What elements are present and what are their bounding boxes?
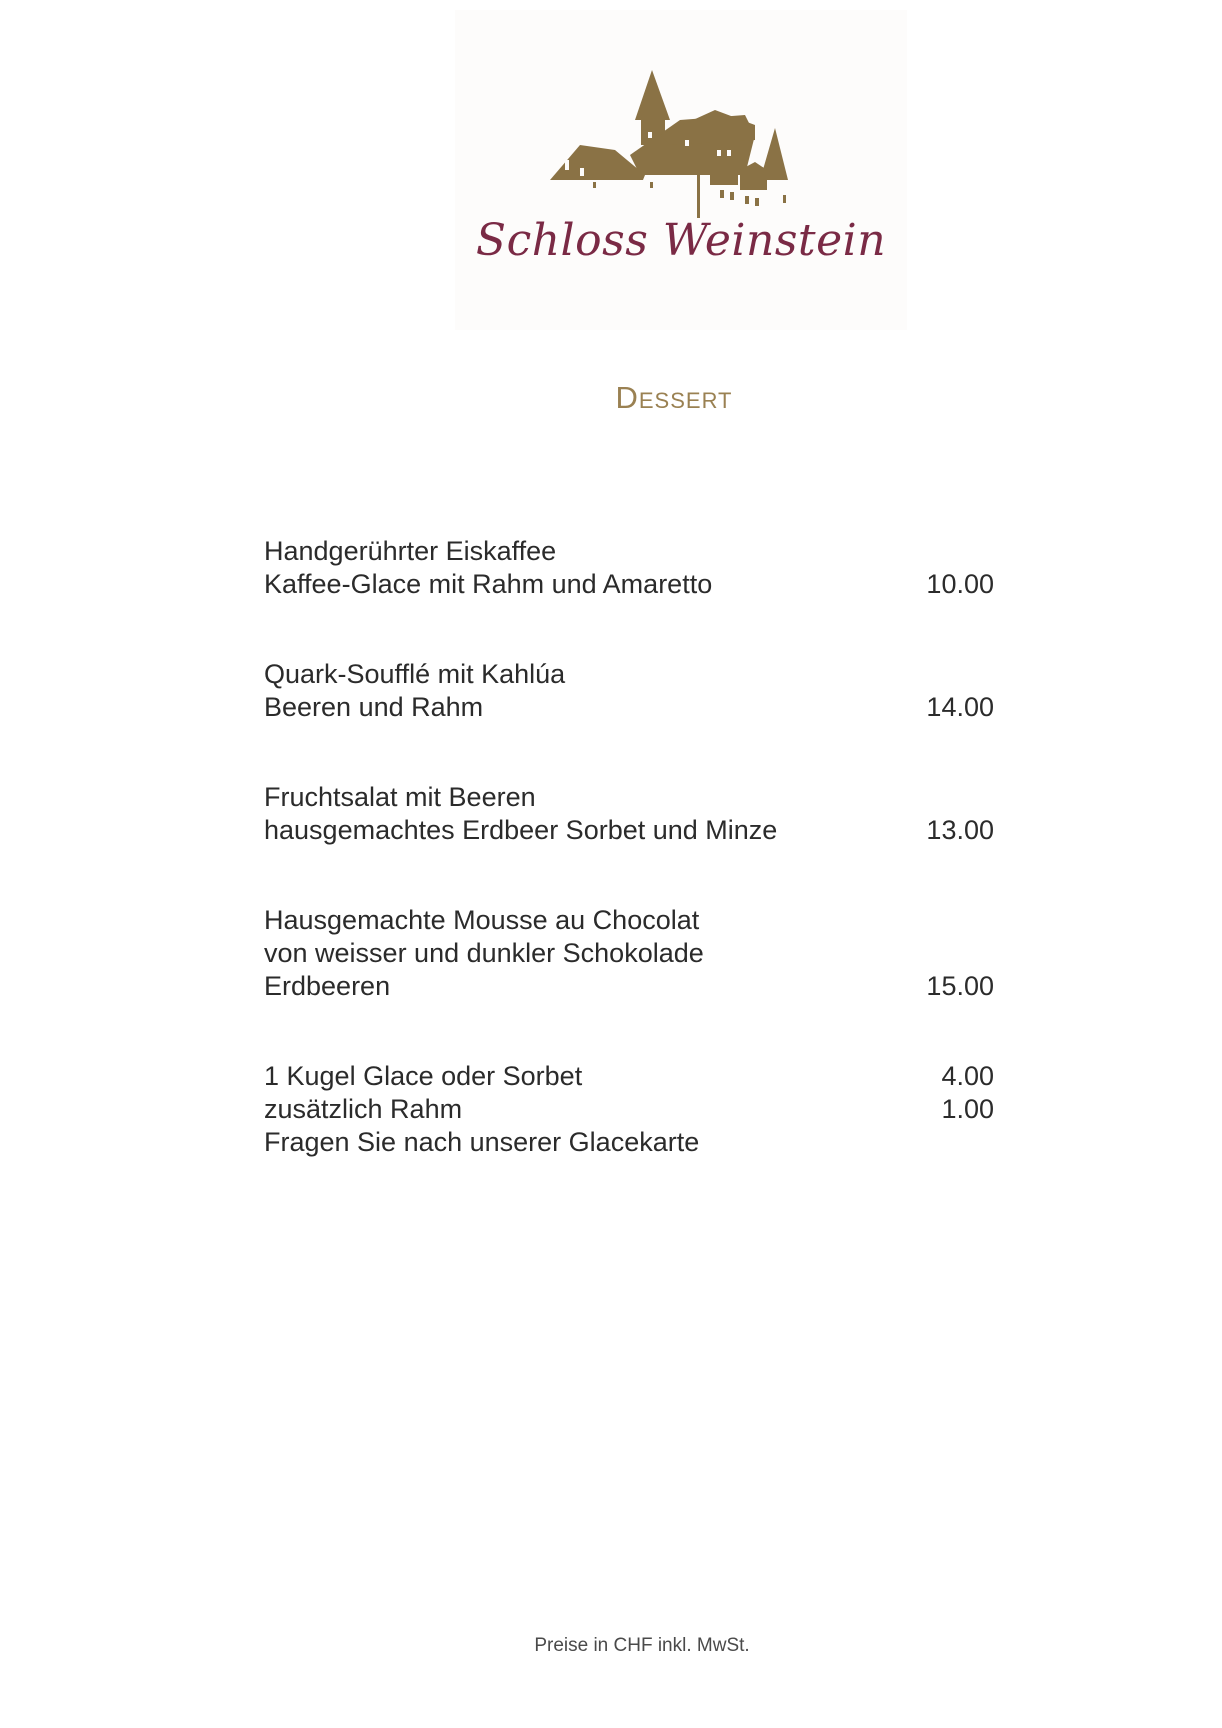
menu-item-price: 4.00 xyxy=(941,1061,994,1091)
menu-item-price: 1.00 xyxy=(941,1094,994,1124)
menu-item xyxy=(264,535,994,601)
menu-item-line xyxy=(264,568,994,601)
menu-item-text: Hausgemachte Mousse au Chocolat xyxy=(264,905,700,935)
menu-item-line xyxy=(264,970,994,1003)
menu-item xyxy=(264,904,994,1003)
menu-item-line xyxy=(264,937,994,970)
menu-item-price: 14.00 xyxy=(926,692,994,722)
menu-item-line xyxy=(264,658,994,691)
menu-item xyxy=(264,781,994,847)
menu-item-price: 15.00 xyxy=(926,971,994,1001)
menu-item-text: hausgemachtes Erdbeer Sorbet und Minze xyxy=(264,815,778,845)
castle-logo-icon xyxy=(455,10,907,230)
menu-item-price: 10.00 xyxy=(926,569,994,599)
menu-item-line xyxy=(264,1060,994,1093)
price-note: Preise in CHF inkl. MwSt. xyxy=(534,1635,750,1656)
menu-item-text: Quark-Soufflé mit Kahlúa xyxy=(264,659,566,689)
menu-item-line xyxy=(264,1126,994,1159)
dessert-menu-list xyxy=(264,535,994,1216)
menu-item-text: Fruchtsalat mit Beeren xyxy=(264,782,536,812)
menu-item-price: 13.00 xyxy=(926,815,994,845)
menu-item xyxy=(264,658,994,724)
menu-item-line xyxy=(264,904,994,937)
menu-item-text: Fragen Sie nach unserer Glacekarte xyxy=(264,1127,700,1157)
menu-item xyxy=(264,1060,994,1159)
menu-item-text: 1 Kugel Glace oder Sorbet xyxy=(264,1061,583,1091)
menu-item-text: Erdbeeren xyxy=(264,971,391,1001)
menu-item-line xyxy=(264,781,994,814)
menu-item-line xyxy=(264,691,994,724)
menu-item-text: von weisser und dunkler Schokolade xyxy=(264,938,704,968)
menu-item-text: Beeren und Rahm xyxy=(264,692,484,722)
section-title: Dessert xyxy=(615,380,733,415)
logo-wordmark: Schloss Weinstein xyxy=(475,215,887,266)
menu-item-text: Kaffee-Glace mit Rahm und Amaretto xyxy=(264,569,713,599)
restaurant-logo xyxy=(455,10,907,330)
menu-item-text: Handgerührter Eiskaffee xyxy=(264,536,557,566)
menu-item-line xyxy=(264,1093,994,1126)
menu-item-text: zusätzlich Rahm xyxy=(264,1094,463,1124)
menu-item-line xyxy=(264,814,994,847)
menu-item-line xyxy=(264,535,994,568)
